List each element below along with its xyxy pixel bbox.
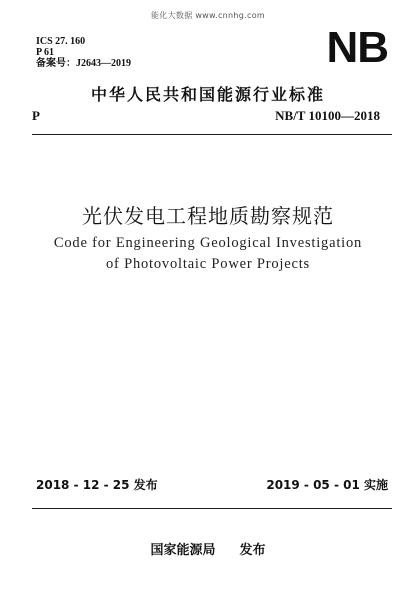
standard-metadata <box>36 36 131 69</box>
record-number: 备案号：J2643—2019 <box>36 58 131 69</box>
publisher-org: 国家能源局 <box>150 543 216 558</box>
issue-date: 2018 - 12 - 25 发布 <box>36 478 158 492</box>
standard-type-heading: 中华人民共和国能源行业标准 <box>90 85 325 104</box>
top-divider <box>32 134 392 135</box>
ics-code: ICS 27. 160 <box>36 36 86 47</box>
bottom-divider <box>32 508 392 509</box>
standard-number: NB/T 10100—2018 <box>275 108 380 123</box>
publisher-line <box>0 539 416 558</box>
category-code: P 61 <box>36 47 55 58</box>
title-en-line-2: of Photovoltaic Power Projects <box>105 256 311 272</box>
document-title-en <box>0 233 416 275</box>
title-en-line-1: Code for Engineering Geological Investigation <box>53 235 363 251</box>
watermark-text: 能化大数据 www.cnnhg.com <box>151 11 265 20</box>
document-title-cn: 光伏发电工程地质勘察规范 <box>82 204 334 228</box>
category-letter: P <box>32 108 40 123</box>
publisher-action: 发布 <box>239 543 266 558</box>
nb-logo: NB <box>326 23 388 72</box>
effective-date: 2019 - 05 - 01 实施 <box>266 478 388 492</box>
